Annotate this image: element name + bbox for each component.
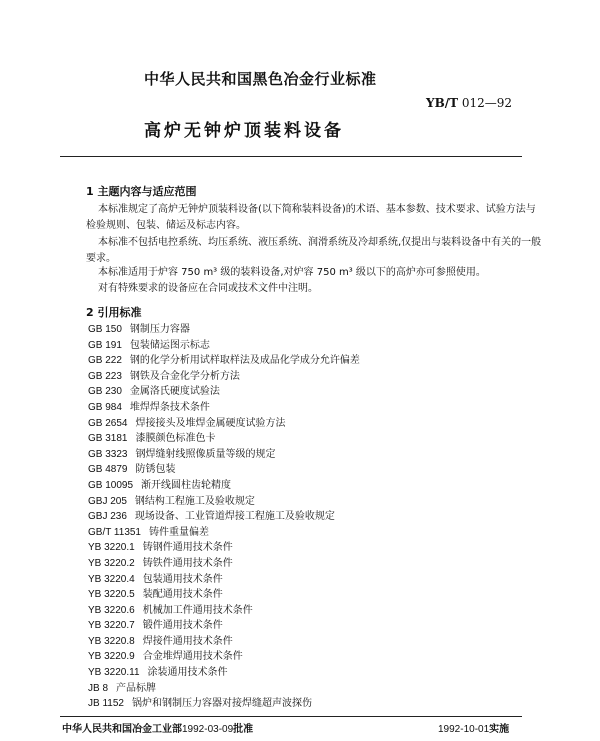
section-1-paragraph: 本标准规定了高炉无钟炉顶装料设备(以下简称装料设备)的术语、基本参数、技术要求、试验方法与检验规则、包装、储运及标志内容。 <box>86 204 536 231</box>
standard-item-code: YB 3220.2 <box>88 557 135 569</box>
issuing-organization: 中华人民共和国黑色冶金行业标准 <box>144 70 377 88</box>
standard-item-code: GBJ 205 <box>88 495 127 507</box>
standard-item-name: 铸钢件通用技术条件 <box>142 542 233 554</box>
document-title: 高炉无钟炉顶装料设备 <box>144 121 344 141</box>
section-1-paragraph: 本标准适用于炉容 750 m³ 级的装料设备,对炉容 750 m³ 级以下的高炉亦可参照使用。 <box>98 267 486 278</box>
referenced-standard-item <box>88 603 360 619</box>
referenced-standard-item <box>88 431 360 447</box>
approving-authority: 中华人民共和国冶金工业部 <box>62 724 182 735</box>
section-1-paragraph: 对有特殊要求的设备应在合同或技术文件中注明。 <box>98 283 318 294</box>
standard-item-code: YB 3220.8 <box>88 635 135 647</box>
header-divider <box>60 156 522 157</box>
referenced-standard-item <box>88 556 360 572</box>
standard-item-name: 金属洛氏硬度试验法 <box>129 386 220 398</box>
effective-line <box>438 720 509 735</box>
standard-item-code: GB 10095 <box>88 479 134 491</box>
standard-item-code: GBJ 236 <box>88 511 127 523</box>
standard-item-name: 铸铁件通用技术条件 <box>142 557 233 569</box>
standard-item-code: YB 3220.9 <box>88 651 135 663</box>
referenced-standard-item <box>88 540 360 556</box>
standard-item-name: 包装储运图示标志 <box>129 339 210 351</box>
referenced-standards-list <box>88 322 360 712</box>
referenced-standard-item <box>88 369 360 385</box>
standard-item-name: 铸件重量偏差 <box>149 526 209 538</box>
standard-item-code: GB 150 <box>88 324 122 335</box>
standard-item-name: 包装通用技术条件 <box>142 573 223 585</box>
referenced-standard-item <box>88 447 360 463</box>
standard-item-name: 焊接接头及堆焊金属硬度试验方法 <box>135 417 286 429</box>
standard-item-code: GB 230 <box>88 386 122 398</box>
referenced-standard-item <box>88 400 360 416</box>
standard-item-name: 钢的化学分析用试样取样法及成品化学成分允许偏差 <box>129 355 360 367</box>
standard-item-name: 现场设备、工业管道焊接工程施工及验收规定 <box>134 511 335 523</box>
referenced-standard-item <box>88 353 360 369</box>
standard-item-code: GB 223 <box>88 370 122 382</box>
standard-item-code: YB 3220.1 <box>88 542 135 554</box>
referenced-standard-item <box>88 587 360 603</box>
standard-item-name: 涂装通用技术条件 <box>147 667 228 679</box>
referenced-standard-item <box>88 494 360 510</box>
standard-prefix: YB/T <box>426 96 459 110</box>
standard-item-code: JB 1152 <box>88 698 124 710</box>
standard-item-name: 焊接件通用技术条件 <box>142 635 233 647</box>
standard-item-name: 锻件通用技术条件 <box>142 620 223 632</box>
standard-item-code: GB 191 <box>88 339 122 351</box>
referenced-standard-item <box>88 478 360 494</box>
standard-item-code: YB 3220.7 <box>88 620 135 632</box>
effective-label: 实施 <box>489 724 510 735</box>
referenced-standard-item <box>88 572 360 588</box>
section-2-heading: 2 引用标准 <box>86 306 142 319</box>
standard-item-code: YB 3220.4 <box>88 573 135 585</box>
standard-item-code: GB 984 <box>88 401 122 413</box>
standard-item-name: 产品标牌 <box>116 682 157 694</box>
referenced-standard-item <box>88 462 360 478</box>
section-1-paragraph: 本标准不包括电控系统、均压系统、液压系统、润滑系统及冷却系统,仅提出与装料设备中有关的一般要求。 <box>86 237 542 264</box>
referenced-standard-item <box>88 696 360 712</box>
referenced-standard-item <box>88 649 360 665</box>
standard-item-name: 装配通用技术条件 <box>142 589 223 601</box>
standard-item-code: JB 8 <box>88 682 109 694</box>
standard-item-code: YB 3220.6 <box>88 604 135 616</box>
referenced-standard-item <box>88 509 360 525</box>
referenced-standard-item <box>88 416 360 432</box>
standard-item-code: GB 4879 <box>88 464 128 476</box>
standard-number: 012—92 <box>461 96 513 110</box>
standard-item-name: 钢焊缝射线照像质量等级的规定 <box>135 448 276 460</box>
effective-date: 1992-10-01 <box>438 724 490 735</box>
section-1-heading: 1 主题内容与适应范围 <box>86 185 197 198</box>
standard-item-code: GB 222 <box>88 355 122 367</box>
standard-item-code: GB 3323 <box>88 448 128 460</box>
approval-label: 批准 <box>233 724 254 735</box>
standard-item-name: 钢铁及合金化学分析方法 <box>129 370 240 382</box>
referenced-standard-item <box>88 681 360 697</box>
standard-item-name: 锅炉和钢制压力容器对接焊缝超声波探伤 <box>131 698 312 710</box>
standard-item-name: 合金堆焊通用技术条件 <box>142 651 243 663</box>
referenced-standard-item <box>88 525 360 541</box>
standard-item-name: 防锈包装 <box>135 464 176 476</box>
referenced-standard-item <box>88 384 360 400</box>
standard-item-code: YB 3220.11 <box>88 667 140 679</box>
approval-date: 1992-03-09 <box>182 724 234 735</box>
standard-item-code: GB 3181 <box>88 433 128 445</box>
footer-divider <box>60 716 522 717</box>
referenced-standard-item <box>88 618 360 634</box>
standard-item-code: GB/T 11351 <box>88 526 141 538</box>
standard-item-name: 钢结构工程施工及验收规定 <box>134 495 255 507</box>
standard-item-name: 钢制压力容器 <box>129 324 190 335</box>
standard-item-name: 机械加工件通用技术条件 <box>142 604 253 616</box>
standard-item-name: 堆焊焊条技术条件 <box>129 401 210 413</box>
referenced-standard-item <box>88 338 360 354</box>
referenced-standard-item <box>88 665 360 681</box>
standard-item-name: 漆膜颜色标准色卡 <box>135 433 216 445</box>
standard-item-code: GB 2654 <box>88 417 128 429</box>
referenced-standard-item <box>88 322 360 338</box>
standard-code <box>426 96 512 110</box>
referenced-standard-item <box>88 634 360 650</box>
approval-line <box>62 720 253 735</box>
standard-item-code: YB 3220.5 <box>88 589 135 601</box>
standard-item-name: 渐开线圆柱齿轮精度 <box>141 479 232 491</box>
